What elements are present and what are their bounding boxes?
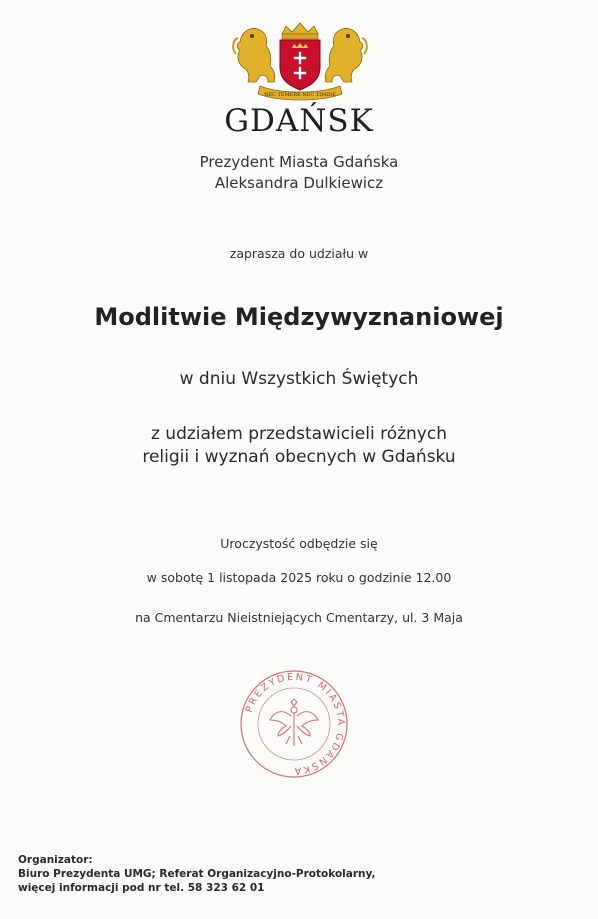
organizer-block	[18, 853, 376, 895]
crest-motto: NEC TEMERE NEC TIMIDE	[264, 92, 336, 98]
event-title: Modlitwie Międzywyznaniowej	[94, 303, 504, 331]
eagle-icon	[270, 699, 318, 746]
organizer-line-2: więcej informacji pod nr tel. 58 323 62 01	[18, 882, 265, 894]
official-stamp	[238, 668, 350, 780]
participants-line-2: religii i wyznań obecnych w Gdańsku	[142, 447, 456, 467]
organizer-label: Organizator:	[18, 854, 93, 866]
occasion-line: w dniu Wszystkich Świętych	[179, 369, 419, 389]
date-line: w sobotę 1 listopada 2025 roku o godzinie 12.00	[146, 570, 452, 585]
svg-text:PREZYDENT MIASTA GDAŃSKA	[244, 672, 346, 776]
invite-line: zaprasza do udziału w	[229, 246, 369, 261]
stamp-text: PREZYDENT MIASTA GDAŃSKA	[243, 671, 347, 777]
city-name: GDAŃSK	[224, 103, 374, 139]
organizer-line-1: Biuro Prezydenta UMG; Referat Organizacyjno-Protokolarny,	[18, 868, 376, 880]
ceremony-line: Uroczystość odbędzie się	[220, 536, 378, 551]
place-line: na Cmentarzu Nieistniejących Cmentarzy, ul. 3 Maja	[135, 610, 463, 625]
president-name: Aleksandra Dulkiewicz	[214, 174, 384, 192]
gdansk-coat-of-arms-logo	[230, 20, 370, 108]
president-title: Prezydent Miasta Gdańska	[199, 153, 399, 171]
participants-line-1: z udziałem przedstawicieli różnych	[150, 424, 447, 444]
